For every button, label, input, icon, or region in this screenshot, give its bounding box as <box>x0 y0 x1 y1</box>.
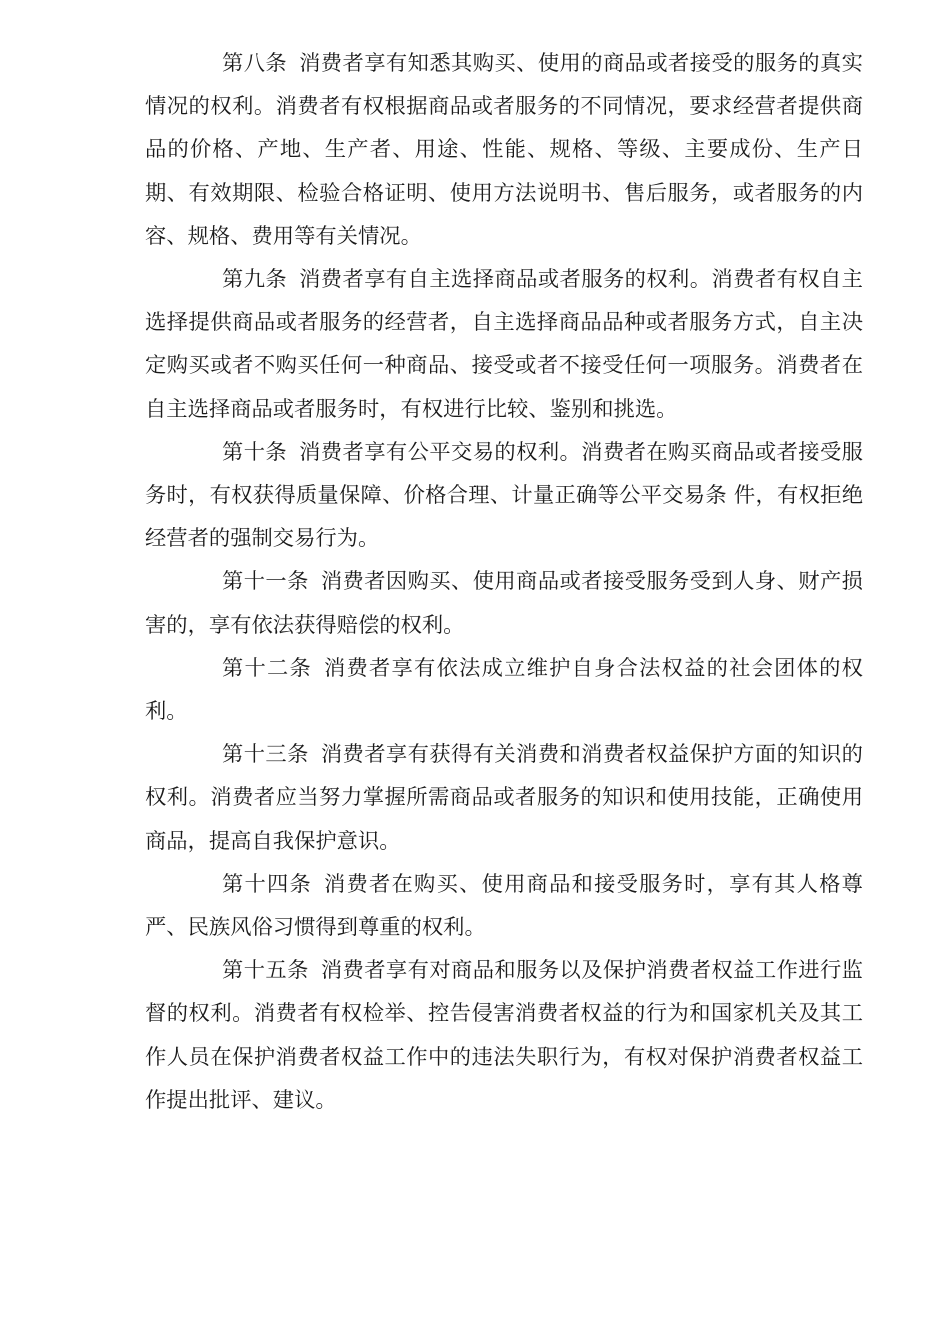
article-13-paragraph <box>145 733 863 863</box>
article-9-paragraph <box>145 258 863 431</box>
article-text: 消费者享有依法成立维护自身合法权益的社会团体的权利。 <box>145 655 863 725</box>
article-number: 第十二条 <box>222 655 313 681</box>
article-text: 消费者享有对商品和服务以及保护消费者权益工作进行监督的权利。消费者有权检举、控告侵害消费者权益的行为和国家机关及其工作人员在保护消费者权益工作中的违法失职行为，有权对保护消费者权益工作提出批评、建议。 <box>145 958 863 1113</box>
article-text: 消费者享有获得有关消费和消费者权益保护方面的知识的权利。消费者应当努力掌握所需商品或者服务的知识和使用技能，正确使用商品，提高自我保护意识。 <box>145 742 863 854</box>
article-text: 消费者在购买、使用商品和接受服务时，享有其人格尊严、民族风俗习惯得到尊重的权利。 <box>145 871 863 941</box>
article-number: 第八条 <box>222 51 288 76</box>
article-8-paragraph <box>145 42 863 258</box>
article-number: 第十四条 <box>222 871 313 897</box>
article-14-paragraph <box>145 863 863 949</box>
article-number: 第九条 <box>222 267 288 293</box>
article-number: 第十五条 <box>222 958 309 984</box>
document-body <box>145 42 863 1122</box>
article-text: 消费者享有自主选择商品或者服务的权利。消费者有权自主选择提供商品或者服务的经营者，自主选择商品品种或者服务方式，自主决定购买或者不购买任何一种商品、接受或者不接受任何一项服务。消费者在自主选择商品或者服务时，有权进行比较、鉴别和挑选。 <box>145 267 863 422</box>
article-10-paragraph <box>145 431 863 561</box>
article-number: 第十一条 <box>222 569 309 595</box>
article-text: 消费者享有知悉其购买、使用的商品或者接受的服务的真实情况的权利。消费者有权根据商品或者服务的不同情况，要求经营者提供商品的价格、产地、生产者、用途、性能、规格、等级、主要成份、生产日期、有效期限、检验合格证明、使用方法说明书、售后服务，或者服务的内容、规格、费用等有关情况。 <box>145 51 863 249</box>
article-text: 消费者因购买、使用商品或者接受服务受到人身、财产损害的，享有依法获得赔偿的权利。 <box>145 569 863 638</box>
article-text: 消费者享有公平交易的权利。消费者在购买商品或者接受服务时，有权获得质量保障、价格合理、计量正确等公平交易条 件，有权拒绝经营者的强制交易行为。 <box>145 439 863 552</box>
article-11-paragraph <box>145 560 863 646</box>
article-number: 第十条 <box>222 439 288 465</box>
article-number: 第十三条 <box>222 742 309 768</box>
article-15-paragraph <box>145 949 863 1122</box>
article-12-paragraph <box>145 647 863 733</box>
